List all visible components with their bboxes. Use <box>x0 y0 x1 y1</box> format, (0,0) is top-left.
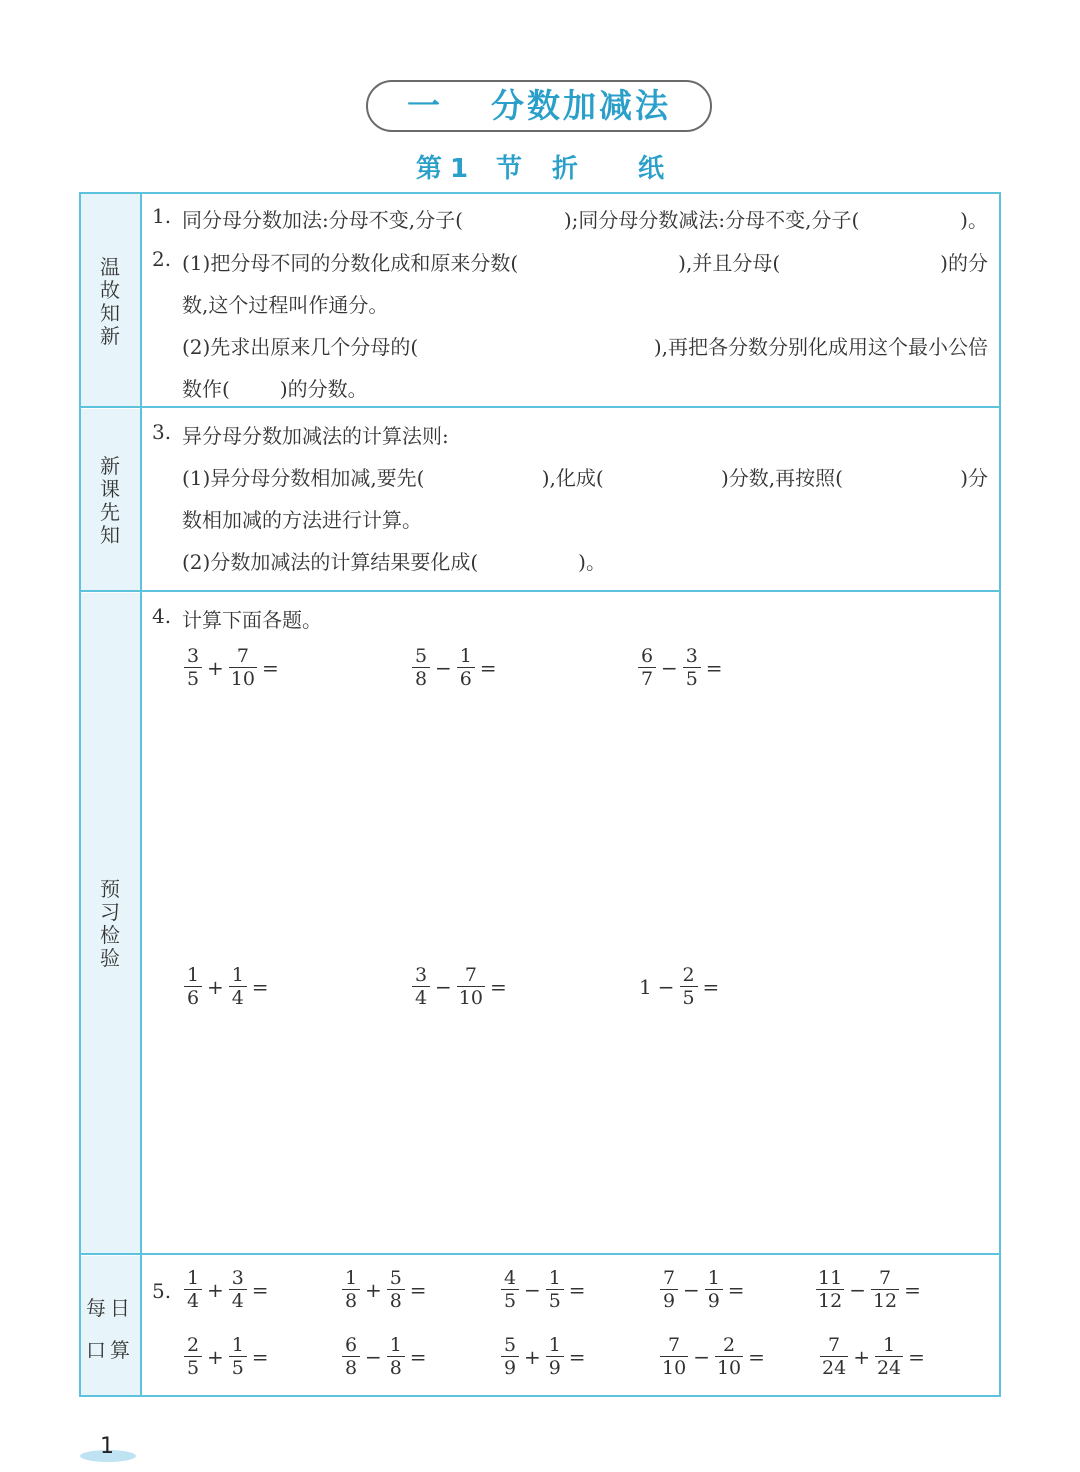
question-3-line-2: 数相加减的方法进行计算。 <box>182 508 422 532</box>
row-divider <box>80 1253 1000 1255</box>
question-3-line-1: (1)异分母分数相加减,要先( ),化成( )分数,再按照( )分 <box>182 466 988 490</box>
label-preview: 新 课 先 知 <box>100 454 120 547</box>
question-2-line-4: 数作( )的分数。 <box>182 377 368 401</box>
q4-problem-5: $\frac{3}{4}$ − $\frac{7}{10}$ = <box>410 964 510 1009</box>
question-number: 4. <box>152 604 172 628</box>
label-review: 温 故 知 新 <box>100 255 120 348</box>
q5-problem-4: $\frac{7}{9}$ − $\frac{1}{9}$ = <box>658 1267 748 1312</box>
question-3-line-3: (2)分数加减法的计算结果要化成( )。 <box>182 550 606 574</box>
question-number: 1. <box>152 204 172 228</box>
question-4-title: 计算下面各题。 <box>182 608 322 632</box>
chapter-title: 分数加减法 <box>491 86 671 125</box>
q4-problem-3: $\frac{6}{7}$ − $\frac{3}{5}$ = <box>636 645 726 690</box>
question-2-line-3: (2)先求出原来几个分母的( ),再把各分数分别化成用这个最小公倍 <box>182 335 988 359</box>
q5-problem-6: $\frac{2}{5}$ + $\frac{1}{5}$ = <box>182 1334 272 1379</box>
q5-problem-9: $\frac{7}{10}$ − $\frac{2}{10}$ = <box>662 1334 765 1379</box>
label-daily-2: 口算 <box>86 1338 134 1362</box>
section-title <box>0 148 1080 185</box>
question-number: 2. <box>152 247 172 271</box>
q5-problem-8: $\frac{5}{9}$ + $\frac{1}{9}$ = <box>499 1334 589 1379</box>
question-3-title: 异分母分数加减法的计算法则: <box>182 424 449 448</box>
row-divider <box>80 406 1000 408</box>
section-label: 第 <box>415 154 442 184</box>
q5-problem-5: $\frac{11}{12}$ − $\frac{7}{12}$ = <box>818 1267 921 1312</box>
q4-problem-2: $\frac{5}{8}$ − $\frac{1}{6}$ = <box>410 645 500 690</box>
section-name: 折纸 <box>552 154 725 184</box>
q5-problem-10: $\frac{7}{24}$ + $\frac{1}{24}$ = <box>822 1334 925 1379</box>
question-2-line-2: 数,这个过程叫作通分。 <box>182 293 389 317</box>
q5-problem-1: $\frac{1}{4}$ + $\frac{3}{4}$ = <box>182 1267 272 1312</box>
question-number: 5. <box>152 1279 172 1303</box>
q5-problem-2: $\frac{1}{8}$ + $\frac{5}{8}$ = <box>340 1267 430 1312</box>
label-daily-1: 每日 <box>86 1296 134 1320</box>
chapter-title-banner <box>366 80 712 132</box>
q4-problem-4: $\frac{1}{6}$ + $\frac{1}{4}$ = <box>182 964 272 1009</box>
page-number: 1 <box>100 1434 114 1459</box>
section-number: 1 <box>449 154 469 184</box>
question-number: 3. <box>152 420 172 444</box>
q4-problem-6: 1 − $\frac{2}{5}$ = <box>639 964 720 1009</box>
q4-problem-1: $\frac{3}{5}$ + $\frac{7}{10}$ = <box>182 645 282 690</box>
q5-problem-3: $\frac{4}{5}$ − $\frac{1}{5}$ = <box>499 1267 589 1312</box>
label-practice: 预 习 检 验 <box>100 877 120 970</box>
question-2-line-1: (1)把分母不同的分数化成和原来分数( ),并且分母( )的分 <box>182 251 988 275</box>
chapter-number: 一 <box>407 86 443 125</box>
q5-problem-7: $\frac{6}{8}$ − $\frac{1}{8}$ = <box>340 1334 430 1379</box>
question-1-line: 同分母分数加法:分母不变,分子( );同分母分数减法:分母不变,分子( )。 <box>182 208 988 232</box>
section-unit: 节 <box>496 154 523 184</box>
label-column-divider <box>140 193 142 1396</box>
row-divider <box>80 590 1000 592</box>
